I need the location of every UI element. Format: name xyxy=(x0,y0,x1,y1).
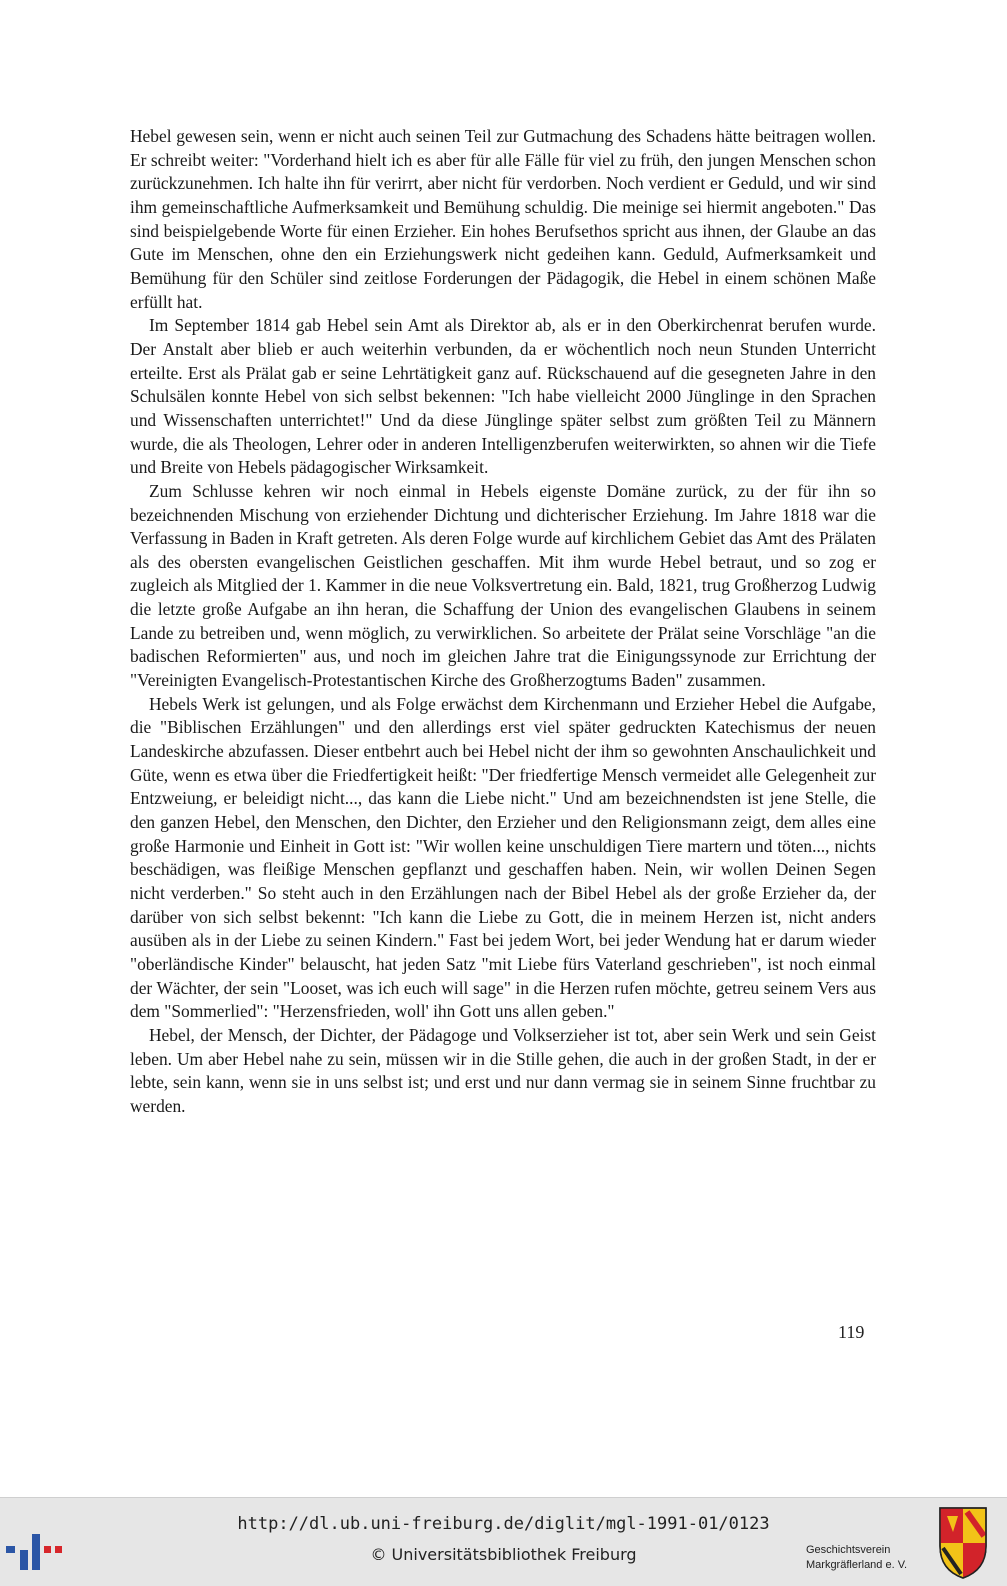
footer-copyright: © Universitätsbibliothek Freiburg xyxy=(370,1545,637,1564)
paragraph-5: Hebel, der Mensch, der Dichter, der Pädagoge und Volkserzieher ist tot, aber sein Werk und sein Geist leben. Um aber Hebel nahe zu sein, müssen wir in die Stille gehen, die auch in der großen Stadt, in der er lebte, sein kann, wenn sie in uns selbst ist; und erst und nur dann vermag sie in seinem Sinne fruchtbar zu werden. xyxy=(130,1024,876,1116)
paragraph-3: Zum Schlusse kehren wir noch einmal in Hebels eigenste Domäne zurück, zu der für ihn so bezeichnenden Mischung von erziehender Dichtung und dichterischer Erziehung. Im Jahre 1818 war die Verfassung in Baden in Kraft getreten. Als deren Folge wurde auf kirchlichem Gebiet das Amt des Prälaten als des obersten evangelischen Geistlichen geschaffen. Mit ihm wurde Hebel betraut, und so zog er zugleich als Mitglied der 1. Kammer in die neue Volksvertretung ein. Bald, 1821, trug Großherzog Ludwig die letzte große Aufgabe an ihn heran, die Schaffung der Union des evangelischen Glaubens in seinem Lande zu betreiben und, wenn möglich, zu verwirklichen. So arbeitete der Prälat seine Vorschläge "an die badischen Reformierten" aus, und noch im gleichen Jahre trat die Einigungssynode zur Errichtung der "Vereinigten Evangelisch-Protestantischen Kirche des Großherzogtums Baden" zusammen. xyxy=(130,480,876,691)
coat-of-arms-icon xyxy=(938,1506,988,1580)
society-line-1: Geschichtsverein xyxy=(806,1544,891,1556)
document-body xyxy=(130,125,876,1119)
paragraph-4: Hebels Werk ist gelungen, und als Folge erwächst dem Kirchenmann und Erzieher Hebel die Aufgabe, die "Biblischen Erzählungen" und den allerdings erst viel später gedruckten Katechismus der neuen Landeskirche abzufassen. Dieser entbehrt auch bei Hebel nicht der ihm so gewohnten Anschaulichkeit und Güte, wenn es etwa über die Friedfertigkeit heißt: "Der friedfertige Mensch vermeidet alle Gelegenheit zur Entzweiung, er beleidigt nicht..., das kann die Liebe nicht." Und am bezeichnendsten ist jene Stelle, die den ganzen Hebel, den Menschen, den Dichter, den Erzieher und den Religionsmann zeigt, dem alles eine große Harmonie und Einheit in Gott ist: "Wir wollen keine unschuldigen Tiere martern und töten..., nichts beschädigen, was fleißige Menschen gepflanzt und geschaffen haben. Nein, wir wollen Deinen Segen nicht verderben." So steht auch in den Erzählungen nach der Bibel Hebel als der große Erzieher da, der darüber von sich selbst bekennt: "Ich kann die Liebe zu Gott, die in meinem Herzen ist, nicht anders ausüben als in der Liebe zu seinen Kindern." Fast bei jedem Wort, bei jeder Wendung hat er darum wieder "oberländische Kinder" belauscht, hat jeden Satz "mit Liebe fürs Vaterland geschrieben", ist noch einmal der Wächter, der sein "Looset, was ich euch will sage" in die Herzen rufen möchte, getreu seinem Vers aus dem "Sommerlied": "Herzensfrieden, woll' ihn Gott uns allen geben." xyxy=(130,693,876,1022)
paragraph-2: Im September 1814 gab Hebel sein Amt als Direktor ab, als er in den Oberkirchenrat berufen wurde. Der Anstalt aber blieb er auch weiterhin verbunden, da er wöchentlich noch neun Stunden Unterricht erteilte. Erst als Prälat gab er seine Lehrtätigkeit ganz auf. Rückschauend auf die gesegneten Jahre in den Schulsälen konnte Hebel von sich selbst bekennen: "Ich habe vielleicht 2000 Jünglinge in den Sprachen und Wissenschaften unterrichtet!" Und da diese Jünglinge später selbst zum größten Teil zu Männern wurde, die als Theologen, Lehrer oder in anderen Intelligenzberufen weiterwirkten, so ahnen wir die Tiefe und Breite von Hebels pädagogischer Wirksamkeit. xyxy=(130,315,876,478)
footer-url-link[interactable]: http://dl.ub.uni-freiburg.de/diglit/mgl-1991-01/0123 xyxy=(237,1514,770,1534)
page-number: 119 xyxy=(838,1322,865,1342)
footer-bar xyxy=(0,1497,1007,1586)
society-line-2: Markgräflerland e. V. xyxy=(806,1559,908,1571)
paragraph-1: Hebel gewesen sein, wenn er nicht auch seinen Teil zur Gutmachung des Schadens hätte beitragen wollen. Er schreibt weiter: "Vorderhand hielt ich es aber für alle Fälle für viel zu früh, den jungen Menschen schon zurückzunehmen. Ich halte ihn für verirrt, aber nicht für verdorben. Noch verdient er Geduld, und wir sind ihm gemeinschaftliche Aufmerksamkeit und Bemühung schuldig. Die meinige sei hiermit angeboten." Das sind beispielgebende Worte für einen Erzieher. Ein hohes Berufsethos spricht aus ihnen, der Glaube an das Gute im Menschen, ohne den ein Erziehungswerk nicht gedeihen kann. Geduld, Aufmerksamkeit und Bemühung für den Schüler sind zeitlose Forderungen der Pädagogik, die Hebel in einem schönen Maße erfüllt hat. xyxy=(130,126,876,312)
footer-society-name xyxy=(806,1543,936,1573)
